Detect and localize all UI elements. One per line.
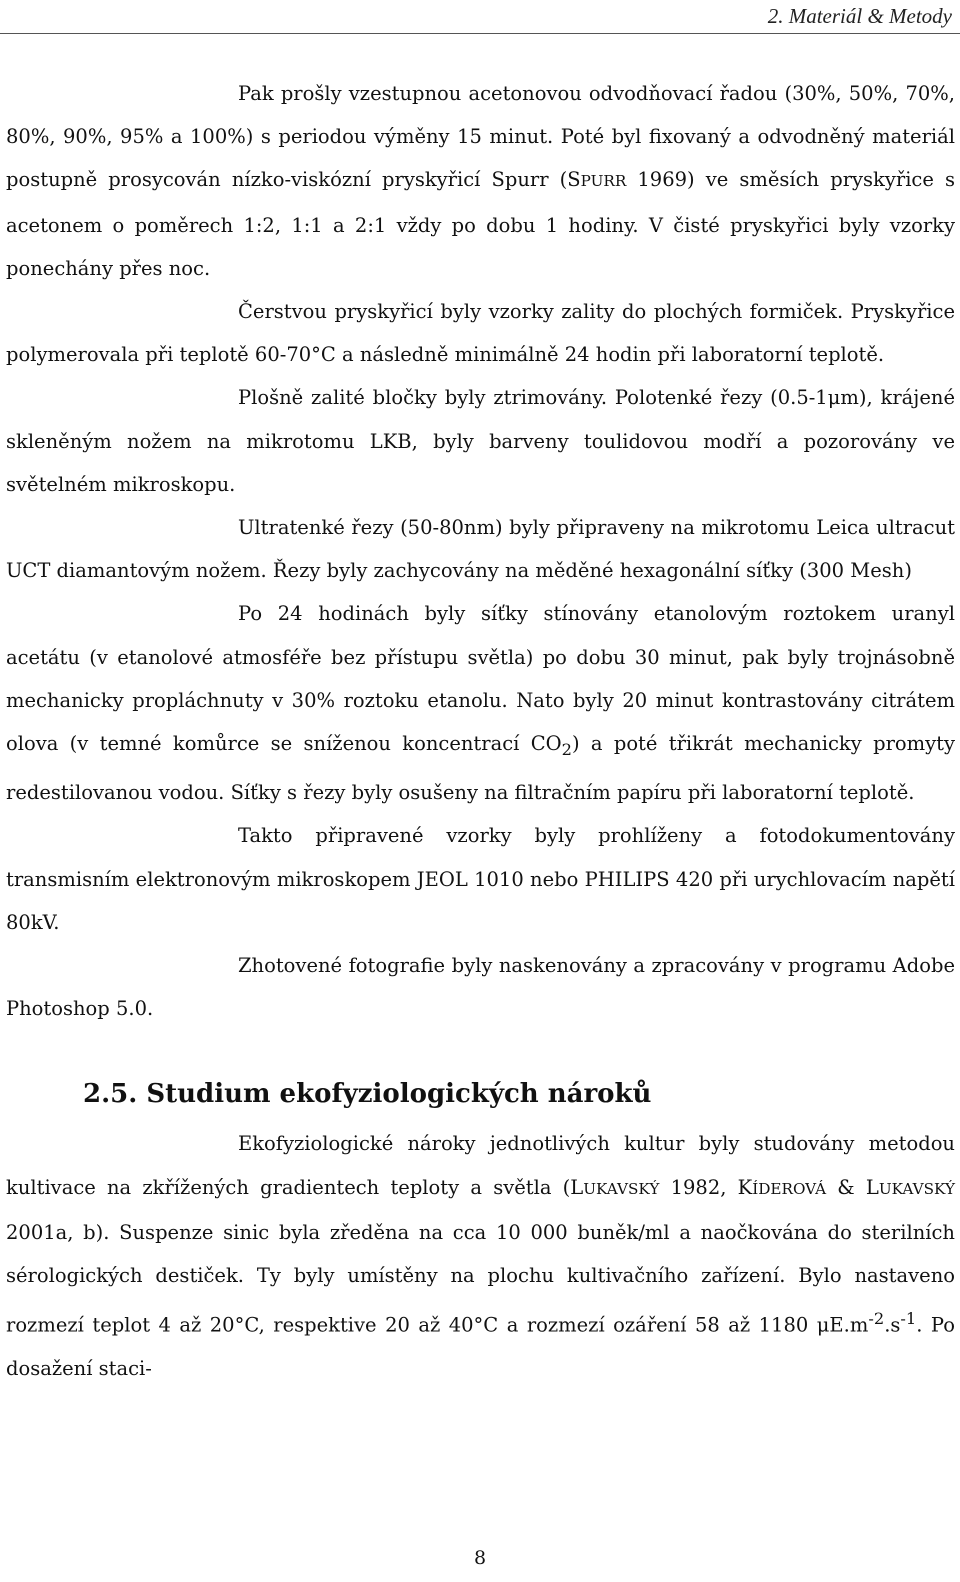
- small-caps-author: UKAVSKÝ: [583, 1179, 660, 1198]
- small-caps-author: PURR: [580, 172, 627, 191]
- running-header: 2. Materiál & Metody: [767, 4, 952, 28]
- paragraph-microscopy: Takto připravené vzorky byly prohlíženy a fotodokumentovány transmisním elektronovým mikroskopem JEOL 1010 nebo PHILIPS 420 při urychlovacím napětí 80kV.: [6, 824, 955, 934]
- paragraph-photography: Zhotovené fotografie byly naskenovány a zpracovány v programu Adobe Photoshop 5.0.: [6, 953, 955, 1021]
- paragraph-text: & L: [826, 1175, 879, 1199]
- small-caps-author: ÍDEROVÁ: [752, 1179, 827, 1198]
- paragraph-dehydration: [6, 72, 955, 290]
- paragraph-text: Ekofyziologické nároky jednotlivých kultur byly studovány metodou kultivace na zkřížených gradientech teploty a světla (L: [6, 1132, 955, 1199]
- paragraph-embedding: Čerstvou pryskyřicí byly vzorky zality do plochých formiček. Pryskyřice polymerovala při teplotě 60-70°C a následně minimálně 24 hodin při laboratorní teplotě.: [6, 300, 955, 367]
- paragraph-semithin-sections: Plošně zalité bločky byly ztrimovány. Polotenké řezy (0.5-1μm), krájené skleněným nožem na mikrotomu LKB, byly barveny toulidovou modří a pozorovány ve světelném mikroskopu.: [6, 386, 955, 496]
- paragraph-text: ) a poté třikrát mechanicky promyty redestilovanou vodou. Síťky s řezy byly osušeny na filtračním papíru při laboratorní teplotě.: [6, 732, 955, 805]
- small-caps-author: UKAVSKÝ: [878, 1179, 955, 1198]
- paragraph-text: 1969) ve směsích pryskyřice s acetonem o poměrech 1:2, 1:1 a 2:1 vždy po dobu 1 hodiny. V čisté pryskyřici byly vzorky ponechány přes noc.: [6, 168, 955, 280]
- superscript: -1: [900, 1309, 917, 1329]
- paragraph-text: Pak prošly vzestupnou acetonovou odvodňovací řadou (30%, 50%, 70%, 80%, 90%, 95% a 100%) s periodou výměny 15 minut. Poté byl fixovaný a odvodněný materiál postupně prosycován nízko-viskózní pryskyřicí Spurr (S: [6, 82, 955, 192]
- paragraph-text: 2001a, b). Suspenze sinic byla zředěna na cca 10 000 buněk/ml a naočkována do sterilních sérologických destiček. Ty byly umístěny na plochu kultivačního zařízení. Bylo nastaveno rozmezí teplot 4 až 20°C, respektive 20 až 40°C a rozmezí ozáření 58 až 1180 μE.m: [6, 1220, 955, 1337]
- paragraph-text: .s: [884, 1313, 901, 1337]
- paragraph-text: 1982, K: [659, 1175, 753, 1199]
- paragraph-text: Po 24 hodinách byly síťky stínovány etanolovým roztokem uranyl acetátu (v etanolové atmosféře bez přístupu světla) po dobu 30 minut, pak byly trojnásobně mechanicky propláchnuty v 30% roztoku etanolu. Nato byly 20 minut kontrastovány citrátem olova (v temné komůrce se sníženou koncentrací CO: [6, 602, 955, 756]
- paragraph-ecophysiology: [6, 1122, 955, 1390]
- page-body: [6, 72, 955, 1390]
- paragraph-text: . Po dosažení staci-: [6, 1313, 956, 1380]
- header-rule: [0, 33, 960, 34]
- paragraph-staining: [6, 592, 955, 814]
- superscript: -2: [868, 1309, 885, 1329]
- section-heading: 2.5. Studium ekofyziologických nároků: [83, 1079, 652, 1110]
- section-gap: [6, 1030, 955, 1070]
- subscript: 2: [561, 739, 572, 759]
- page-number: 8: [473, 1547, 487, 1569]
- paragraph-ultrathin-sections: Ultratenké řezy (50-80nm) byly připraveny na mikrotomu Leica ultracut UCT diamantovým nožem. Řezy byly zachycovány na měděné hexagonální síťky (300 Mesh): [6, 516, 955, 583]
